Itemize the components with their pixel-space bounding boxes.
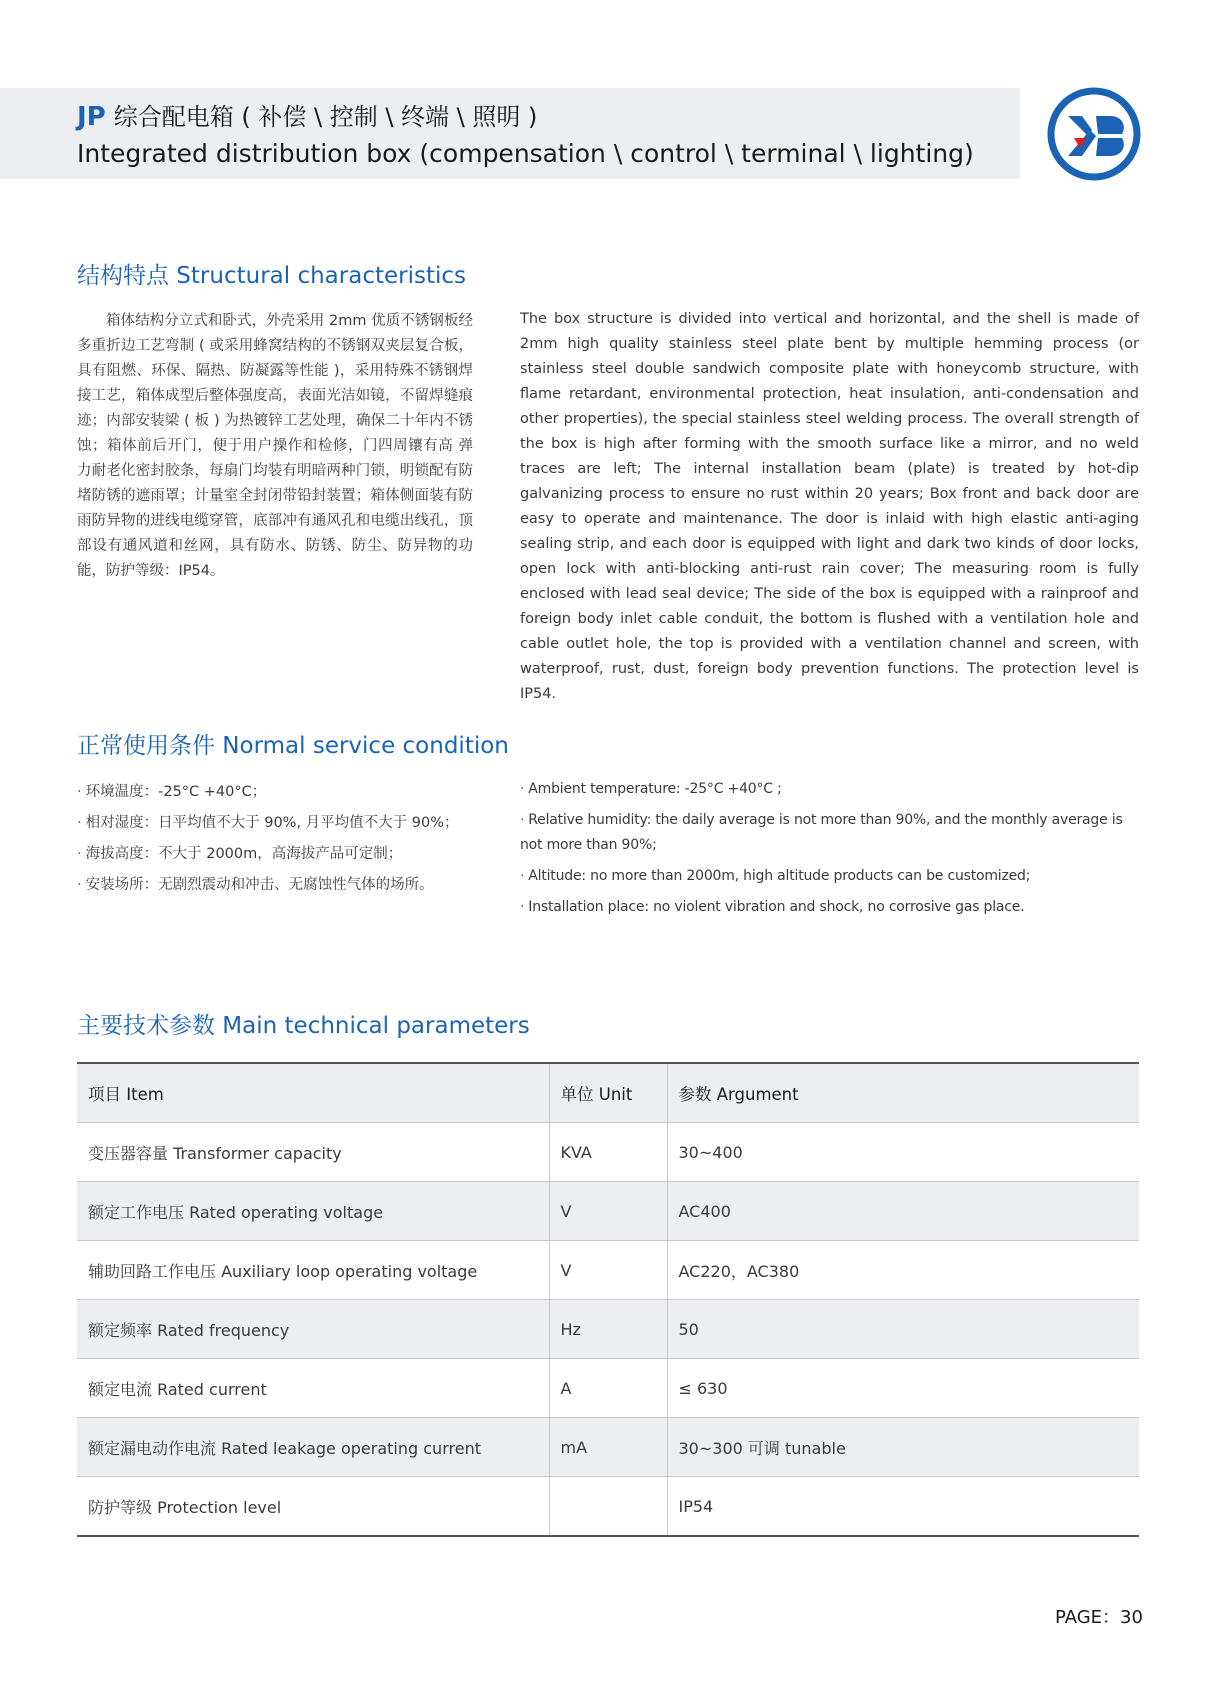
conditions-list-cn <box>77 777 497 901</box>
table-row <box>77 1182 1139 1241</box>
table-cell: Hz <box>549 1300 667 1359</box>
table-cell: KVA <box>549 1123 667 1182</box>
condition-text: 海拔高度：不大于 2000m，高海拔产品可定制； <box>85 846 403 862</box>
table-cell: 30~300 可调 tunable <box>667 1418 1139 1477</box>
table-cell: 辅助回路工作电压 Auxiliary loop operating voltage <box>77 1241 549 1300</box>
list-item <box>520 777 1139 802</box>
table-row <box>77 1123 1139 1182</box>
table-cell: 50 <box>667 1300 1139 1359</box>
bullet-icon: · <box>77 877 82 893</box>
bullet-icon: · <box>520 899 525 915</box>
table-cell: A <box>549 1359 667 1418</box>
condition-text: 安装场所：无剧烈震动和冲击、无腐蚀性气体的场所。 <box>85 877 434 893</box>
list-item <box>77 870 497 901</box>
condition-text: Relative humidity: the daily average is not more than 90%, and the monthly average is not more than 90%; <box>520 812 1123 853</box>
list-item <box>520 808 1139 858</box>
table-cell: mA <box>549 1418 667 1477</box>
table-row <box>77 1300 1139 1359</box>
condition-text: 相对湿度：日平均值不大于 90%, 月平均值不大于 90%； <box>85 815 459 831</box>
title-cn-text: 综合配电箱 ( 补偿 \ 控制 \ 终端 \ 照明 ) <box>113 103 538 131</box>
list-item <box>77 777 497 808</box>
table-cell: 额定工作电压 Rated operating voltage <box>77 1182 549 1241</box>
table-cell: V <box>549 1182 667 1241</box>
condition-text: Altitude: no more than 2000m, high altitude products can be customized; <box>528 868 1031 884</box>
bullet-icon: · <box>520 868 525 884</box>
bullet-icon: · <box>77 784 82 800</box>
table-cell: AC220，AC380 <box>667 1241 1139 1300</box>
table-cell: ≤ 630 <box>667 1359 1139 1418</box>
series-code: JP <box>77 102 106 132</box>
list-item <box>520 864 1139 889</box>
table-row <box>77 1359 1139 1418</box>
conditions-list-en <box>520 777 1139 926</box>
condition-text: 环境温度：-25°C +40°C； <box>85 784 267 800</box>
table-cell: 额定频率 Rated frequency <box>77 1300 549 1359</box>
list-item <box>77 839 497 870</box>
condition-text: Ambient temperature: -25°C +40°C ; <box>528 781 782 797</box>
table-cell: AC400 <box>667 1182 1139 1241</box>
page-number: PAGE：30 <box>1055 1607 1143 1628</box>
structure-text-en: The box structure is divided into vertical and horizontal, and the shell is made of 2mm high quality stainless steel plate bent by multiple hemming process (or stainless steel double sandwich composite plate with honeycomb structure, with flame retardant, environmental protection, heat insulation, anti-condensation and other properties), the special stainless steel welding process. The overall strength of the box is high after forming with the smooth surface like a mirror, and no weld traces are left; The internal installation beam (plate) is treated by hot-dip galvanizing process to ensure no rust within 20 years; Box front and back door are easy to operate and maintenance. The door is inlaid with high elastic anti-aging sealing strip, and each door is equipped with light and dark two kinds of door locks, open lock with anti-blocking anti-rust rain cover; The measuring room is fully enclosed with lead seal device; The side of the box is equipped with a rainproof and foreign body inlet cable conduit, the bottom is flushed with a ventilation hole and cable outlet hole, the top is provided with a ventilation channel and screen, with waterproof, rust, dust, foreign body prevention functions. The protection level is IP54. <box>520 311 1139 702</box>
table-row <box>77 1241 1139 1300</box>
params-table <box>77 1062 1139 1537</box>
company-logo-icon <box>1046 86 1142 182</box>
table-cell: 变压器容量 Transformer capacity <box>77 1123 549 1182</box>
table-cell <box>549 1477 667 1537</box>
column-header: 参数 Argument <box>667 1063 1139 1123</box>
table-cell: 额定电流 Rated current <box>77 1359 549 1418</box>
column-header: 项目 Item <box>77 1063 549 1123</box>
section-title-params: 主要技术参数 Main technical parameters <box>77 1013 530 1039</box>
table-cell: IP54 <box>667 1477 1139 1537</box>
table-row <box>77 1477 1139 1537</box>
table-row <box>77 1418 1139 1477</box>
bullet-icon: · <box>77 815 82 831</box>
table-cell: 防护等级 Protection level <box>77 1477 549 1537</box>
table-cell: 30~400 <box>667 1123 1139 1182</box>
bullet-icon: · <box>520 781 525 797</box>
bullet-icon: · <box>77 846 82 862</box>
table-header-row <box>77 1063 1139 1123</box>
section-title-structure: 结构特点 Structural characteristics <box>77 263 467 289</box>
page-title-cn <box>77 101 537 133</box>
page-title-en: Integrated distribution box (compensation \ control \ terminal \ lighting) <box>77 139 974 168</box>
list-item <box>77 808 497 839</box>
section-title-conditions: 正常使用条件 Normal service condition <box>77 733 509 759</box>
table-cell: V <box>549 1241 667 1300</box>
table-cell: 额定漏电动作电流 Rated leakage operating current <box>77 1418 549 1477</box>
list-item <box>520 895 1139 920</box>
condition-text: Installation place: no violent vibration and shock, no corrosive gas place. <box>528 899 1025 915</box>
structure-text-cn: 箱体结构分立式和卧式，外壳采用 2mm 优质不锈钢板经多重折边工艺弯制 ( 或采用蜂窝结构的不锈钢双夹层复合板，具有阻燃、环保、隔热、防凝露等性能 )，采用特殊不锈钢焊接工艺，箱体成型后整体强度高，表面光洁如镜，不留焊缝痕迹；内部安装梁 ( 板 ) 为热镀锌工艺处理，确保二十年内不锈蚀；箱体前后开门，便于用户操作和检修，门四周镶有高 弹力耐老化密封胶条，每扇门均装有明暗两种门锁，明锁配有防堵防锈的遮雨罩；计量室全封闭带铅封装置；箱体侧面装有防雨防异物的进线电缆穿管，底部冲有通风孔和电缆出线孔，顶部设有通风道和丝网，具有防水、防锈、防尘、防异物的功能，防护等级：IP54。 <box>77 313 473 579</box>
column-header: 单位 Unit <box>549 1063 667 1123</box>
bullet-icon: · <box>520 812 525 828</box>
